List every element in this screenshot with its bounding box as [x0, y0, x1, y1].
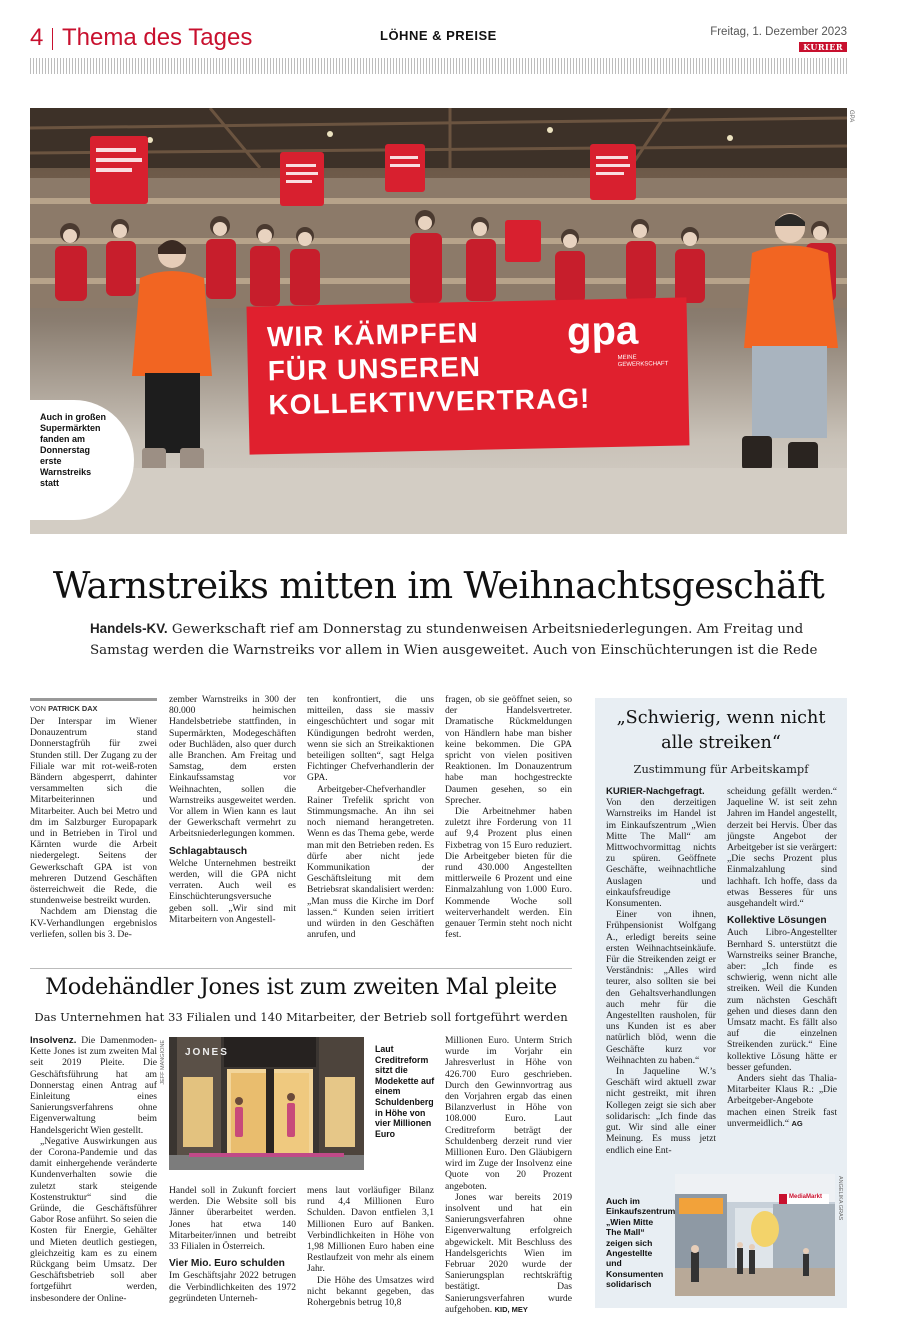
- sidebar-lead-label: KURIER-Nachgefragt.: [606, 786, 705, 797]
- strike-banner: [266, 308, 690, 451]
- header-divider: [52, 28, 53, 50]
- second-deck: Das Unternehmen hat 33 Filialen und 140 Mitarbeiter, der Betrieb soll fortgeführt werden: [34, 1010, 568, 1024]
- paragraph: Einer von ihnen, Frühpensionist Wolfgang A., erledigt bereits seine ersten Weihnachtseinkäufe. Für die Streikenden zeigt er Verständnis: „Alles wird teurer, also sollten sie bei den Gehaltsverhandlungen auch mehr für die Angestellten rausholen, für uns Kunden ist es aber natürlich blöd, wenn die Geschäfte kurz vor Weihnachten zu haben.“: [606, 909, 716, 1066]
- main-deck: [90, 618, 820, 661]
- sidebar-signature: AG: [791, 1118, 803, 1128]
- paragraph: Auch Libro-Angestellter Bernhard S. unterstützt die Warnstreiks seiner Branche, aber: „Ich finde es schwierig, wenn nicht alle streiken. Weil die Kunden zum nächsten Geschäft gehen und dieses dann den Umsatz macht. Es fällt also auf die einzelnen Streikenden zurück.“ Eine kollektive Lösung hätte er besser gefunden.: [727, 927, 837, 1073]
- mall-illustration: [675, 1174, 835, 1296]
- banner-line-2: FÜR UNSEREN: [267, 350, 482, 387]
- main-col-4: [445, 694, 572, 940]
- second-col-1: [30, 1035, 157, 1304]
- page-number: 4: [30, 24, 44, 51]
- issue-date: Freitag, 1. Dezember 2023: [710, 26, 847, 38]
- second-col-4: [445, 1035, 572, 1315]
- jones-photo-caption: Laut Creditreform sitzt die Modekette auf einem Schuldenberg in Höhe von vier Millionen Euro: [375, 1044, 435, 1139]
- paragraph: [727, 1073, 837, 1129]
- strike-photo: [30, 108, 847, 534]
- gpa-logo: gpa: [566, 308, 639, 355]
- lead-label: Insolvenz.: [30, 1035, 77, 1046]
- topic-label: LÖHNE & PREISE: [380, 28, 497, 43]
- second-headline: Modehändler Jones ist zum zweiten Mal pleite: [45, 974, 557, 1000]
- paragraph: Welche Unternehmen bestreikt werden, will die GPA nicht verraten. Auch weil es Einschüchterungsversuche geben soll. „Wir sind mit Mitarbeitern von Angestell-: [169, 857, 296, 925]
- paragraph: scheidung gefällt werden.“ Jaqueline W. ist seit zehn Jahren im Handel angestellt, derzeit bei Hervis. Über das jüngste Angebot der Arbeitgeber ist sie verärgert: „Die sechs Prozent plus Einmalzahlung sind lachhaft. Ich hoffe, dass da etwas Besseres für uns ausgehandelt wird.“: [727, 786, 837, 910]
- paragraph: mens laut vorläufiger Bilanz rund 4,4 Millionen Euro Schulden. Davon entfielen 3,1 Millionen Euro auf Banken. Verbindlichkeiten in Höhe von 1,98 Millionen Euro haben eine Restlaufzeit von mehr als einem Jahr.: [307, 1185, 434, 1275]
- paragraph: [30, 1035, 157, 1136]
- sidebar-quote-title: „Schwierig, wenn nicht alle streiken“: [616, 708, 826, 753]
- page-header: [30, 22, 847, 56]
- photo-credit: GPA: [848, 110, 854, 123]
- main-col-3: [307, 694, 434, 940]
- sidebar-subtitle: Zustimmung für Arbeitskampf: [633, 762, 809, 776]
- second-col-3: [307, 1185, 434, 1308]
- header-rule: [30, 58, 847, 74]
- photo-caption: Auch in großen Supermärkten fanden am Donnerstag erste Warnstreiks statt: [30, 400, 134, 520]
- mall-photo: [675, 1174, 835, 1296]
- sidebar-lead-text: Von den derzeitigen Warnstreiks im Handel ist im Einkaufszentrum „Wien Mitte The Mall“ am Mittwochvormittag nichts zu spüren. Geöffnete Geschäfte, weihnachtliche Auslagen und einkaufsfreudige Konsumenten.: [606, 797, 716, 910]
- second-col-2: [169, 1185, 296, 1304]
- paragraph: „Negative Auswirkungen aus der Corona-Pandemie und das damit einhergehende veränderte Kundenverhalten sowie die zuletzt stark steigende Kostenstruktur“ sind die Gründe, die Geschäftsführer Gabor Rose anführt. So seien die Kosten für Energie, Gehälter und Mieten deutlich gestiegen, gleichzeitig kam es zu einem Rückgang beim Umsatz. Der Geschäftsbetrieb soll aber fortgeführt werden, insbesondere der Online-: [30, 1135, 157, 1304]
- jones-store-photo: [169, 1037, 364, 1170]
- article-divider: [30, 968, 572, 969]
- paragraph: ten konfrontiert, die uns mitteilen, dass sie massiv eingeschüchtert und sogar mit Kündigungen bedroht werden, wenn sie sich an Streikaktionen beteiligen sollten“, sagt Helga Fichtinger Chefverhandlerin der GPA.: [307, 694, 434, 784]
- main-col-2: [169, 694, 296, 925]
- paragraph: Der Interspar im Wiener Donauzentrum stand Donnerstagfrüh für zwei Stunden still. Der Zugang zu der Filiale war mit rot-weiß-roten Bändern abgesperrt, dahinter versammelten sich die Mitarbeiterinnen und Mitarbeiter. Auch bei Metro und dm im Salzburger Europapark und in Betrieben in Tirol und Kärnten wurde die Arbeit niedergelegt. Seitens der Gewerkschaft GPA ist von mehreren Dutzend Geschäften österreichweit die Rede, die stundenweise bestreikt wurden.: [30, 716, 157, 907]
- byline-prefix: VON: [30, 704, 47, 713]
- main-headline: Warnstreiks mitten im Weihnachtsgeschäft: [52, 564, 825, 607]
- banner-line-1: WIR KÄMPFEN: [266, 316, 479, 353]
- subheading: Schlagabtausch: [169, 845, 248, 857]
- main-deck-text: Gewerkschaft rief am Donnerstag zu stundenweisen Arbeitsniederlegungen. Am Freitag und Samstag werden die Warnstreiks vor allem in Wien ausgeweitet. Auch von Einschüchterungen ist die Rede: [90, 622, 818, 658]
- paragraph: Nachdem am Dienstag die KV-Verhandlungen ergebnislos verliefen, sollen bis 3. De-: [30, 906, 157, 940]
- section-title: Thema des Tages: [62, 24, 253, 51]
- paragraph: Die Höhe des Umsatzes wird nicht bekannt gegeben, das Rohergebnis betrug 10,8: [307, 1274, 434, 1309]
- paragraph: [445, 1192, 572, 1315]
- byline-author: PATRICK DAX: [48, 704, 98, 713]
- main-kicker: Handels-KV.: [90, 621, 168, 636]
- paragraph: Die Arbeitnehmer haben zuletzt ihre Forderung von 11 auf 9,4 Prozent plus einen Fixbetrag von 15 Euro reduziert. Die Arbeitgeber bieten für die rund 430.000 Angestellten mittlerweile 6 Prozent und eine Einmalzahlung von 1.000 Euro. Kommende Woche soll weiterverhandelt werden. Ein genauer Termin steht noch nicht fest.: [445, 806, 572, 941]
- jones-store-sign: JONES: [185, 1047, 229, 1058]
- byline: [30, 704, 97, 713]
- byline-rule: [30, 698, 157, 701]
- banner-line-3: KOLLEKTIVVERTRAG!: [268, 382, 591, 421]
- gpa-logo-sub: MEINE GEWERKSCHAFT: [617, 354, 669, 369]
- mall-photo-caption: Auch im Einkaufszentrum „Wien Mitte The Mall“ zeigen sich Angestellte und Konsumenten solidarisch: [606, 1196, 676, 1290]
- subheading: Vier Mio. Euro schulden: [169, 1258, 285, 1270]
- paragraph: [606, 786, 716, 909]
- article-signature: KID, MEY: [494, 1304, 528, 1314]
- paragraph: Handel soll in Zukunft forciert werden. Die Website soll bis Jänner überarbeitet werden. Jones hat etwa 140 Mitarbeiter/innen und betreibt 33 Filialen in Österreich.: [169, 1185, 296, 1253]
- paragraph: Millionen Euro. Unterm Strich wurde im Vorjahr ein Jahresverlust in Höhe von 426.700 Euro geschrieben. Durch den Gewinnvortrag aus den Vorjahren ergab das einen Bilanzverlust in Höhe von 108.000 Euro. Laut Creditreform beträgt der Schuldenberg derzeit rund vier Millionen Euro. Den Gläubigern wird im Zuge der Insolvenz eine Quote von 20 Prozent angeboten.: [445, 1035, 572, 1192]
- paragraph: In Jaqueline W.’s Geschäft wird aktuell zwar nicht gestreikt, mit ihren Kollegen zeigt sie sich aber solidarisch: „Ich finde das gut. Wir sind alle einer Meinung. Es muss jetzt endlich eine Ent-: [606, 1066, 716, 1156]
- paragraph: zember Warnstreiks in 300 der 80.000 heimischen Handelsbetriebe stattfinden, in Supermärkten, Modegeschäften oder Buchläden, also quer durch alle Branchen. Am Freitag und Samstag, dem ersten Einkaufssamstag vor Weihnachten, sollen die Warnstreiks ausgeweitet werden. Vor allem in Wien kann es laut der Gewerkschaft vermehrt zu Arbeitsniederlegungen kommen.: [169, 694, 296, 840]
- kurier-logo: KURIER: [799, 42, 847, 52]
- paragraph: Arbeitgeber-Chefverhandler Rainer Trefelik spricht von Stimmungsmache. An ihn sei noch niemand herangetreten. Wenn es das Thema gebe, werde man mit den Betrieben reden. Es dürfe aber nicht jede Kommunikation der Geschäftsleitung mit dem Betriebsrat skandalisiert werden: „Man muss die Kirche im Dorf lassen.“ Kunden seien irritiert und würden in den Geschäften anrufen, und: [307, 783, 434, 941]
- main-col-1: [30, 716, 157, 940]
- mall-photo-credit: ANGELIKA GRAS: [837, 1176, 843, 1221]
- paragraph-text: Anders sieht das Thalia-Mitarbeiter Klaus R.: „Die Arbeitgeber-Angebote machen einen Streik fast unvermeidlich.“: [727, 1073, 837, 1129]
- subheading: Kollektive Lösungen: [727, 915, 827, 927]
- paragraph-text: Jones war bereits 2019 insolvent und hat ein Sanierungsverfahren ohne Eigenverwaltung erfolgreich abgewickelt. Mit Beschluss des Handelsgerichts Wien im Februar 2020 wurde der Sanierungsplan rechtskräftig bestätigt. Das Sanierungsverfahren wurde aufgehoben.: [445, 1191, 572, 1315]
- jones-photo-credit: JEFF MANGIONE: [160, 1040, 166, 1085]
- lead-text: Die Damenmoden-Kette Jones ist zum zweiten Mal seit 2019 Pleite. Die Geschäftsführung hat am Donnerstag einen Antrag auf Einleitung eines Sanierungsverfahrens ohne Eigenverwaltung beim Handelsgericht Wien gestellt.: [30, 1035, 157, 1136]
- paragraph: Im Geschäftsjahr 2022 betrugen die Verbindlichkeiten des 1972 gegründeten Unterneh-: [169, 1270, 296, 1304]
- mall-store-sign: MediaMarkt: [789, 1194, 823, 1200]
- sidebar-col-1: [606, 786, 716, 1156]
- paragraph: fragen, ob sie geöffnet seien, so der Handelsvertreter. Dramatische Rückmeldungen von Händlern habe man bisher keine bekommen. Die GPA spricht von vielen positiven Reaktionen. Im Donauzentrum habe man hochgestreckte Daumen gesehen, so ein Sprecher.: [445, 694, 572, 806]
- sidebar-col-2: [727, 786, 837, 1129]
